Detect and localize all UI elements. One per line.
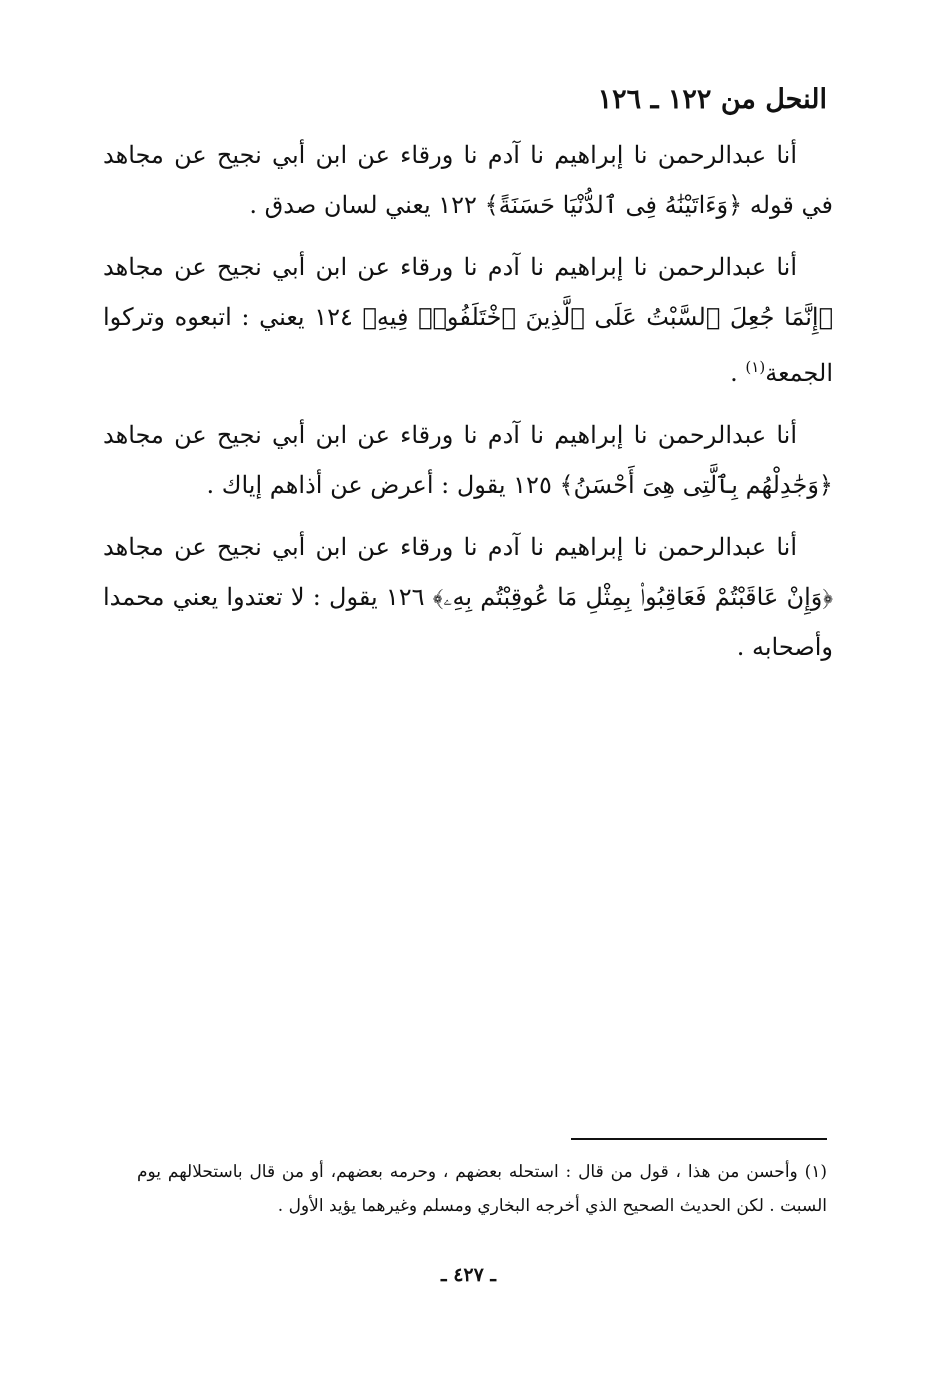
page-number: ـ ٤٢٧ ـ xyxy=(441,1264,496,1286)
paragraph-122 xyxy=(103,130,833,230)
commentary: ١٢٤ يعني : اتبعوه وتركوا الجمعة xyxy=(103,303,833,387)
commentary: ١٢٢ يعني لسان صدق . xyxy=(249,191,485,219)
footnote-reference[interactable]: (١) xyxy=(745,358,766,376)
paragraph-124 xyxy=(103,242,833,398)
narration-chain: أنا عبدالرحمن نا إبراهيم نا آدم نا ورقاء عن ابن أبي نجيح عن مجاهد في قوله xyxy=(103,141,833,219)
narration-chain: أنا عبدالرحمن نا إبراهيم نا آدم نا ورقاء عن ابن أبي نجيح عن مجاهد xyxy=(103,421,797,449)
quran-verse: ﴿وَإِنْ عَاقَبْتُمْ فَعَاقِبُوا۟ بِمِثْلِ مَا عُوقِبْتُم بِهِۦ﴾ xyxy=(432,583,833,611)
footnote xyxy=(137,1155,827,1223)
narration-chain: أنا عبدالرحمن نا إبراهيم نا آدم نا ورقاء عن ابن أبي نجيح عن مجاهد xyxy=(103,253,797,281)
paragraph-125 xyxy=(103,410,833,510)
footnote-divider xyxy=(571,1138,827,1140)
quran-verse: ﴿وَجَٰدِلْهُم بِٱلَّتِى هِىَ أَحْسَنُ﴾ xyxy=(559,471,833,499)
commentary-end: . xyxy=(730,359,746,387)
commentary: ١٢٥ يقول : أعرض عن أذاهم إياك . xyxy=(206,471,560,499)
quran-verse: ﴿وَءَاتَيْنَٰهُ فِى ٱلدُّنْيَا حَسَنَةً﴾ xyxy=(484,191,743,219)
commentary: ١٢٦ يقول : لا تعتدوا يعني محمدا وأصحابه . xyxy=(103,583,833,661)
paragraph-126 xyxy=(103,522,833,672)
footnote-text: (١) وأحسن من هذا ، قول من قال : استحله بعضهم ، وحرمه بعضهم، أو من قال باستحلالهم يوم السبت . لكن الحديث الصحيح الذي أخرجه البخاري ومسلم وغيرهما يؤيد الأول . xyxy=(137,1162,827,1216)
running-head: النحل من ١٢٢ ـ ١٢٦ xyxy=(597,84,827,115)
quran-verse: ﴿إِنَّمَا جُعِلَ ٱلسَّبْتُ عَلَى ٱلَّذِينَ ٱخْتَلَفُوا۟ فِيهِ﴾ xyxy=(362,303,833,331)
narration-chain: أنا عبدالرحمن نا إبراهيم نا آدم نا ورقاء عن ابن أبي نجيح عن مجاهد xyxy=(103,533,797,561)
main-text xyxy=(103,130,833,684)
